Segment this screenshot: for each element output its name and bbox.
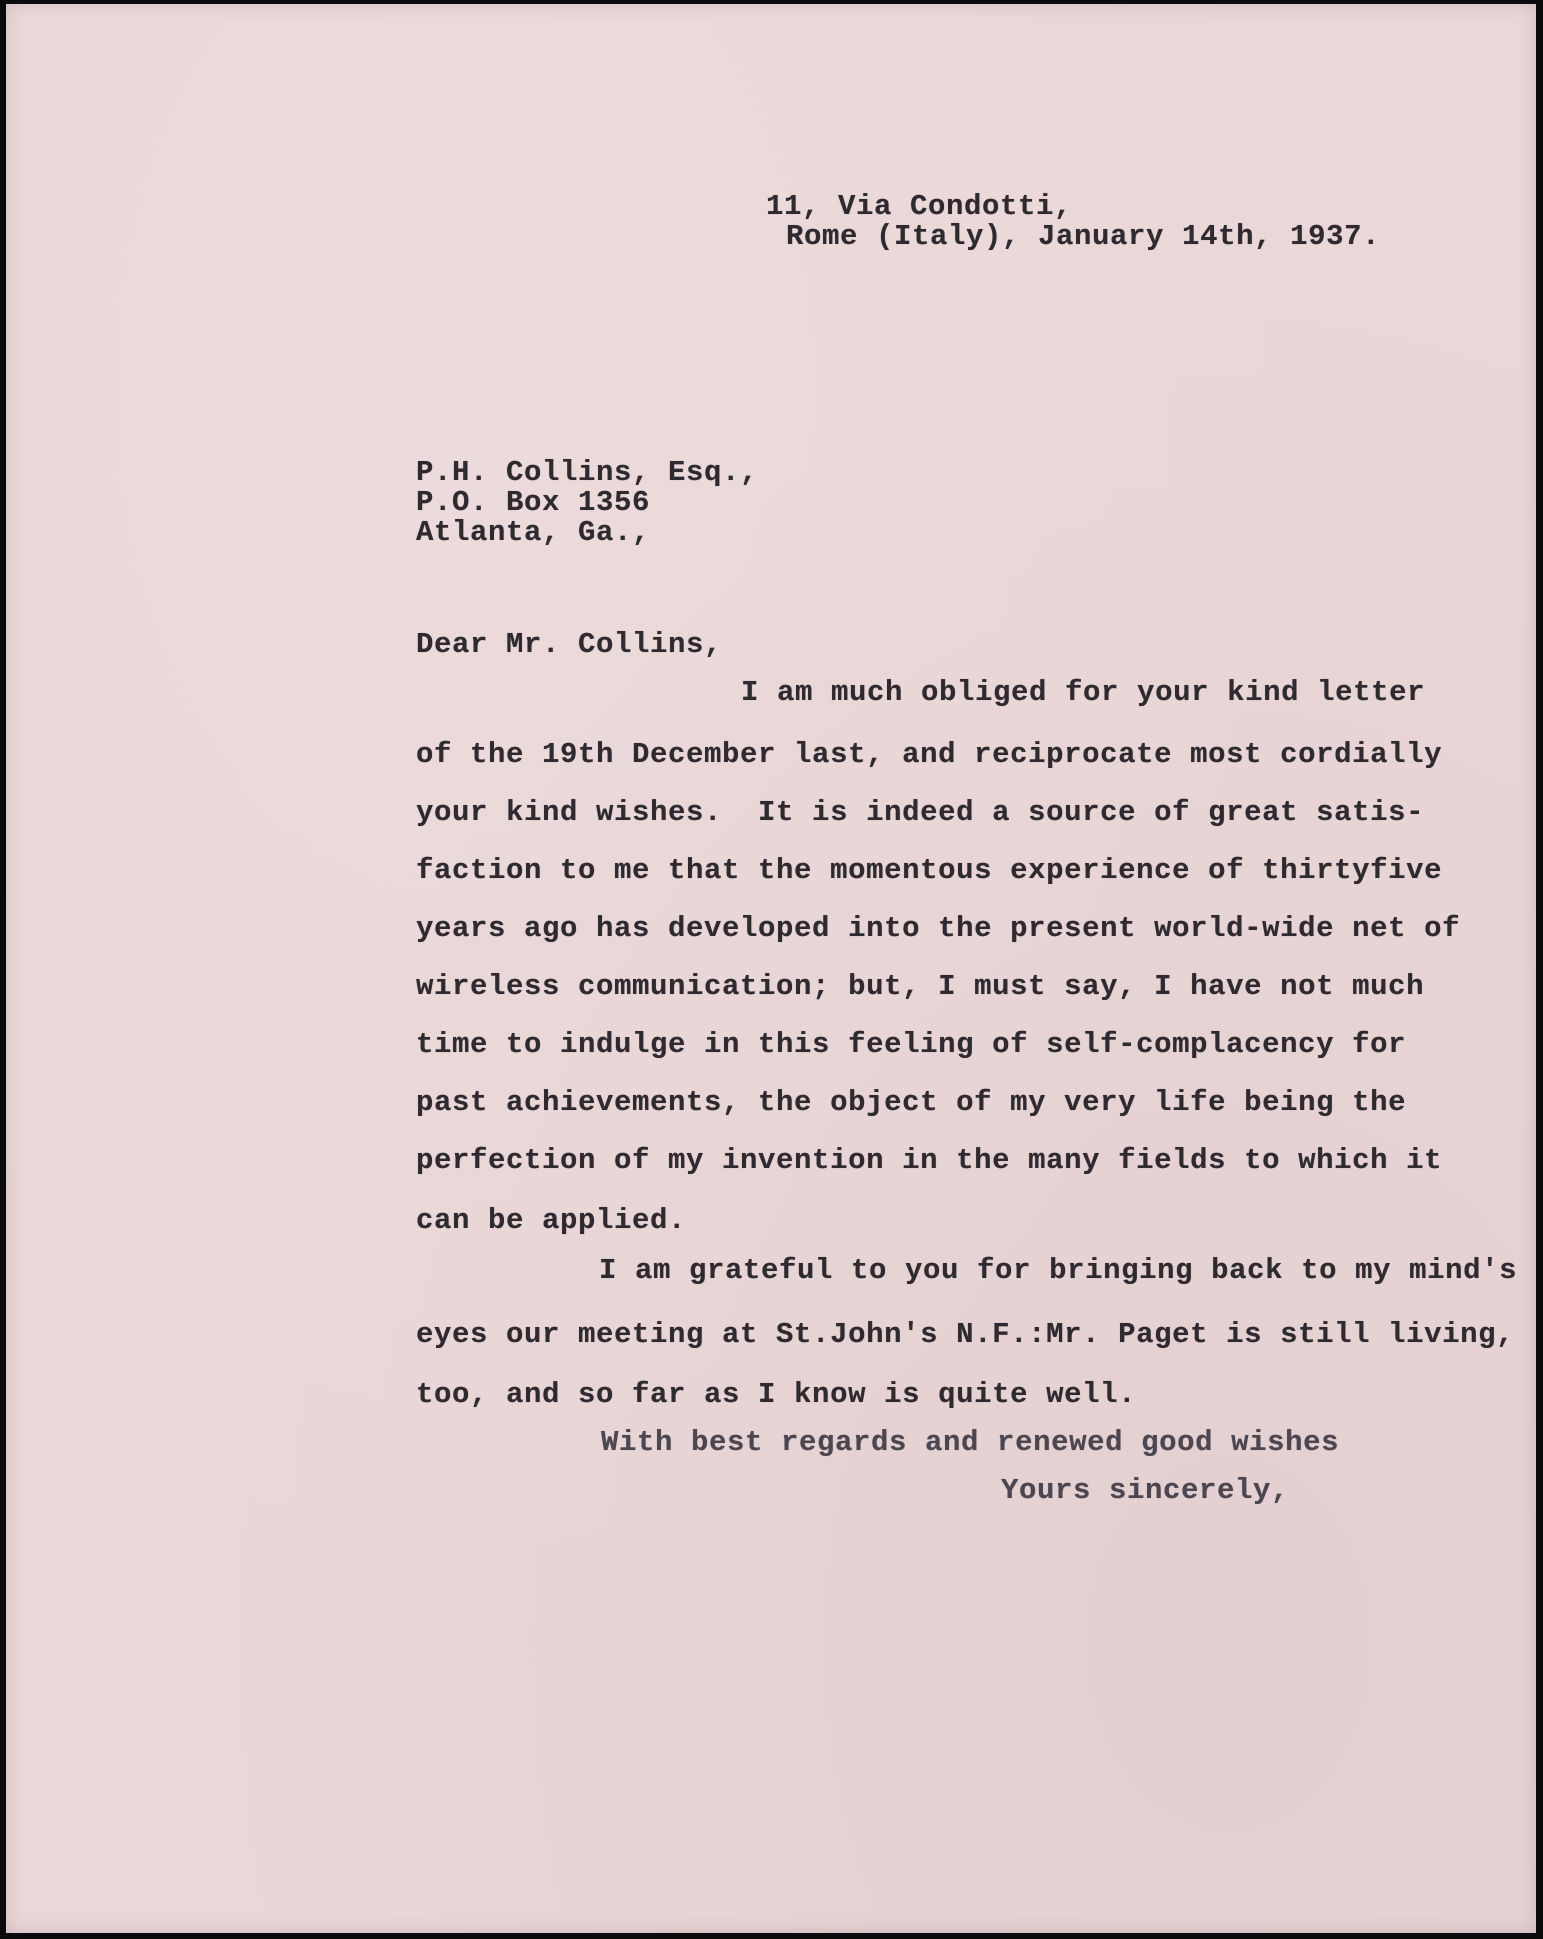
- body-line: years ago has developed into the present world-wide net of: [416, 912, 1461, 945]
- body-line: faction to me that the momentous experience of thirtyfive: [416, 854, 1443, 887]
- body-line: too, and so far as I know is quite well.: [416, 1378, 1137, 1411]
- body-line: wireless communication; but, I must say, I have not much: [416, 970, 1425, 1003]
- body-line: can be applied.: [416, 1204, 687, 1237]
- body-line: With best regards and renewed good wishes: [601, 1426, 1340, 1459]
- body-line: I am grateful to you for bringing back to my mind's: [599, 1254, 1518, 1287]
- salutation: Dear Mr. Collins,: [416, 628, 723, 661]
- body-line: of the 19th December last, and reciprocate most cordially: [416, 738, 1443, 771]
- sender-address-line-2: Rome (Italy), January 14th, 1937.: [786, 220, 1381, 253]
- sender-address-line-1: 11, Via Condotti,: [766, 190, 1073, 223]
- recipient-name: P.H. Collins, Esq.,: [416, 456, 759, 489]
- body-line: eyes our meeting at St.John's N.F.:Mr. Paget is still living,: [416, 1318, 1515, 1351]
- recipient-box: P.O. Box 1356: [416, 486, 651, 519]
- body-line: past achievements, the object of my very life being the: [416, 1086, 1407, 1119]
- closing: Yours sincerely,: [1001, 1474, 1290, 1507]
- body-line: I am much obliged for your kind letter: [741, 676, 1426, 709]
- body-line: time to indulge in this feeling of self-complacency for: [416, 1028, 1407, 1061]
- recipient-city: Atlanta, Ga.,: [416, 516, 651, 549]
- letter-page: [6, 4, 1536, 1933]
- body-line: your kind wishes. It is indeed a source of great satis-: [416, 796, 1425, 829]
- body-line: perfection of my invention in the many fields to which it: [416, 1144, 1443, 1177]
